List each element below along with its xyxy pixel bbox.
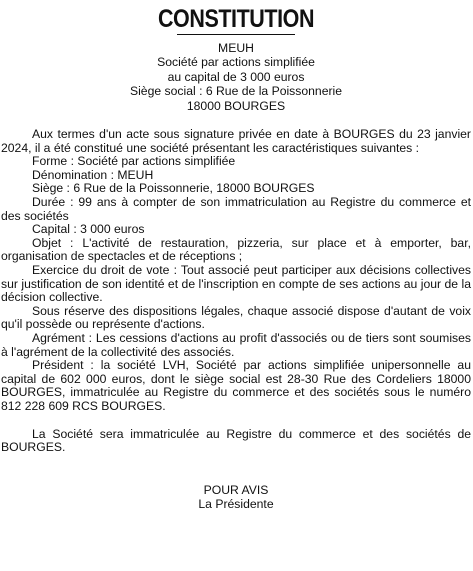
- siege-line: Siège : 6 Rue de la Poissonnerie, 18000 BOURGES: [32, 181, 315, 196]
- paragraph-gap: [1, 414, 471, 428]
- capital-line: Capital : 3 000 euros: [32, 222, 145, 237]
- company-header: [1, 41, 471, 113]
- duree-paragraph: Durée : 99 ans à compter de son immatriculation au Registre du commerce et des sociétés: [1, 195, 471, 223]
- company-name: MEUH: [218, 41, 254, 55]
- president-paragraph: Président : la société LVH, Société par actions simplifiée unipersonnelle au capital de 602 000 euros, dont le siège social est 28-30 Rue des Cordeliers 18000 BOURGES, immatriculée au Registre du commerce et des sociétés sous le numéro 812 228 609 RCS BOURGES.: [1, 358, 471, 413]
- company-capital: au capital de 3 000 euros: [167, 69, 305, 84]
- notice-title: CONSTITUTION: [157, 5, 315, 33]
- voix-paragraph: Sous réserve des dispositions légales, chaque associé dispose d'autant de voix qu'il possède ou représente d'actions.: [1, 303, 471, 332]
- title-underline: [177, 34, 295, 35]
- company-city: 18000 BOURGES: [186, 98, 286, 113]
- signature-block: [1, 483, 471, 512]
- company-form: Société par actions simplifiée: [157, 55, 315, 70]
- denomination-line: Dénomination : MEUH: [32, 167, 154, 182]
- pour-avis: POUR AVIS: [203, 482, 269, 497]
- immatriculation-paragraph: La Société sera immatriculée au Registre du commerce et des sociétés de BOURGES.: [1, 426, 471, 455]
- agrement-paragraph: Agrément : Les cessions d'actions au profit d'associés ou de tiers sont soumises à l'agrément de la collectivité des associés.: [1, 330, 471, 359]
- forme-line: Forme : Société par actions simplifiée: [32, 154, 236, 169]
- objet-paragraph: Objet : L'activité de restauration, pizzeria, sur place et à emporter, bar, organisation de spectacles et de réceptions ;: [1, 235, 471, 264]
- signatory: La Présidente: [198, 497, 274, 512]
- intro-paragraph: Aux termes d'un acte sous signature privée en date à BOURGES du 23 janvier 2024, il a été constitué une société présentant les caractéristiques suivantes :: [1, 127, 471, 155]
- notice-body: [1, 128, 471, 455]
- vote-paragraph: Exercice du droit de vote : Tout associé peut participer aux décisions collectives sur justification de son identité et de l'inscription en compte de ses actions au jour de la décision collective.: [1, 262, 471, 305]
- company-seat: Siège social : 6 Rue de la Poissonnerie: [129, 84, 343, 99]
